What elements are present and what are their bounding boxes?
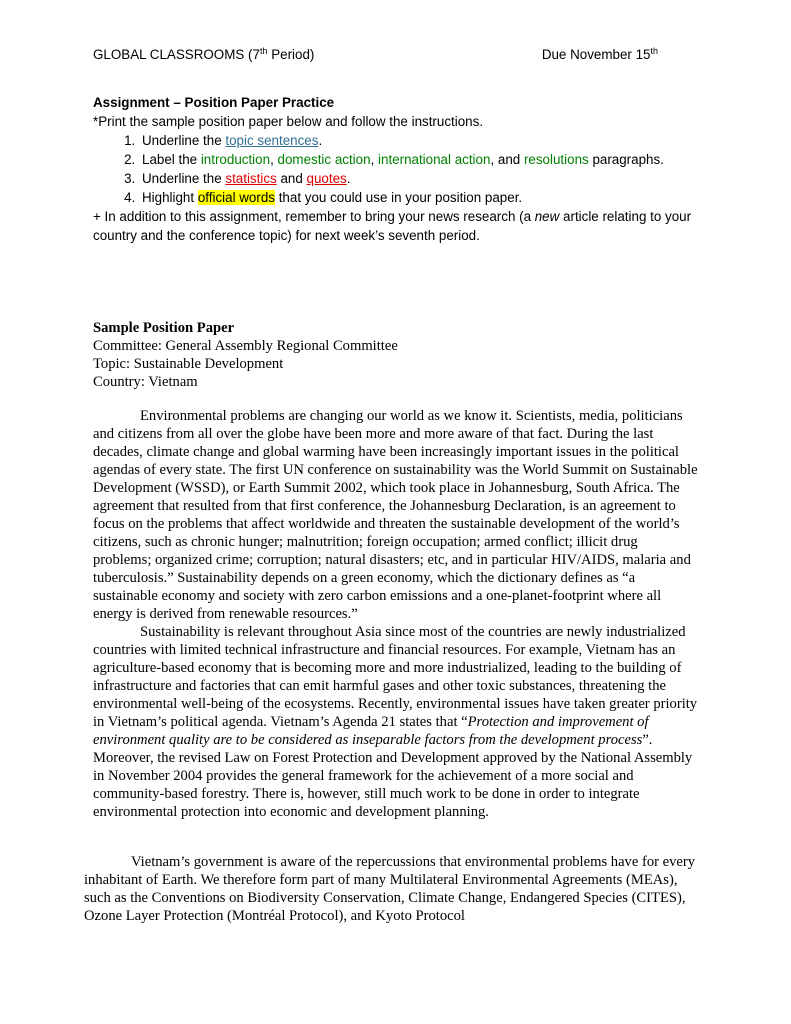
page-header (93, 45, 658, 67)
paragraph-domestic: Sustainability is relevant throughout Asia since most of the countries are newly industrialized countries with limited technical infrastructure and financial resources. For example, Vietnam has an agriculture-based economy that is becoming more and more industrialized, leading to the building of infrastructure and factories that can emit harmful gases and other toxic substances, threatening the environmental well-being of the ecosystems. Recently, environmental issues have taken greater priority in Vietnam’s political agenda. Vietnam’s Agenda 21 states that “Protection and improvement of environment quality are to be considered as inseparable factors from the development process”. Moreover, the revised Law on Forest Protection and Development approved by the National Assembly in November 2004 provides the general framework for the achievement of a more social and community-based forestry. There is, however, still much work to be done in order to integrate environmental protection into economic and development planning. (93, 624, 698, 820)
instruction-list (93, 131, 703, 207)
topic-sentences-term: topic sentences (225, 133, 319, 148)
paper-body-continued (84, 853, 699, 925)
agenda21-quote: Protection and improvement of environment quality are to be considered as inseparable factors from the development process (93, 714, 649, 748)
international-action-term: international action (378, 152, 491, 167)
instruction-item: 1. Underline the topic sentences. (139, 131, 703, 150)
quotes-term: quotes (306, 171, 347, 186)
instruction-item: 3. Underline the statistics and quotes. (139, 169, 703, 188)
assignment-intro: *Print the sample position paper below and follow the instructions. (93, 114, 484, 129)
paper-body (93, 407, 699, 821)
paragraph-international: Vietnam’s government is aware of the repercussions that environmental problems have for every inhabitant of Earth. We therefore form part of many Multilateral Environmental Agreements (MEAs), such as the Conventions on Biodiversity Conservation, Climate Change, Endangered Species (CITES), Ozone Layer Protection (Montréal Protocol), and Kyoto Protocol (84, 854, 696, 924)
instruction-item: 4. Highlight official words that you could use in your position paper. (139, 188, 703, 207)
class-title: GLOBAL CLASSROOMS (7th Period) (93, 46, 315, 62)
paper-country: Country: Vietnam (93, 374, 198, 390)
official-words-term: official words (197, 190, 275, 205)
assignment-section (93, 93, 703, 245)
paper-heading (93, 319, 703, 391)
paper-title: Sample Position Paper (93, 320, 235, 336)
paragraph-introduction: Environmental problems are changing our world as we know it. Scientists, media, politicians and citizens from all over the globe have been more and more aware of that fact. During the last decades, climate change and global warming have been increasingly important issues in the political agendas of every state. The first UN conference on sustainability was the World Summit on Sustainable Development (WSSD), or Earth Summit 2002, which took place in Johannesburg, South Africa. The agreement that resulted from that first conference, the Johannesburg Declaration, is an agreement to focus on the problems that affect worldwide and threaten the sustainable development of the world’s citizens, such as chronic hunger; malnutrition; foreign occupation; armed conflict; illicit drug problems; organized crime; corruption; natural disasters; etc, and in particular HIV/AIDS, malaria and tuberculosis.” Sustainability depends on a green economy, which the dictionary defines as “a sustainable economy and society with zero carbon emissions and a one-planet-footprint where all energy is derived from renewable resources.” (93, 408, 698, 622)
introduction-term: introduction (200, 152, 271, 167)
due-date: Due November 15th (541, 46, 658, 62)
domestic-action-term: domestic action (277, 152, 371, 167)
resolutions-term: resolutions (523, 152, 589, 167)
assignment-note: + In addition to this assignment, remember to bring your news research (a new article relating to your country and the conference topic) for next week’s seventh period. (93, 209, 692, 243)
statistics-term: statistics (225, 171, 277, 186)
paper-committee: Committee: General Assembly Regional Committee (93, 338, 398, 354)
paper-topic: Topic: Sustainable Development (93, 356, 284, 372)
assignment-title: Assignment – Position Paper Practice (93, 95, 335, 110)
instruction-item: 2. Label the introduction, domestic action, international action, and resolutions paragraphs. (139, 150, 703, 169)
